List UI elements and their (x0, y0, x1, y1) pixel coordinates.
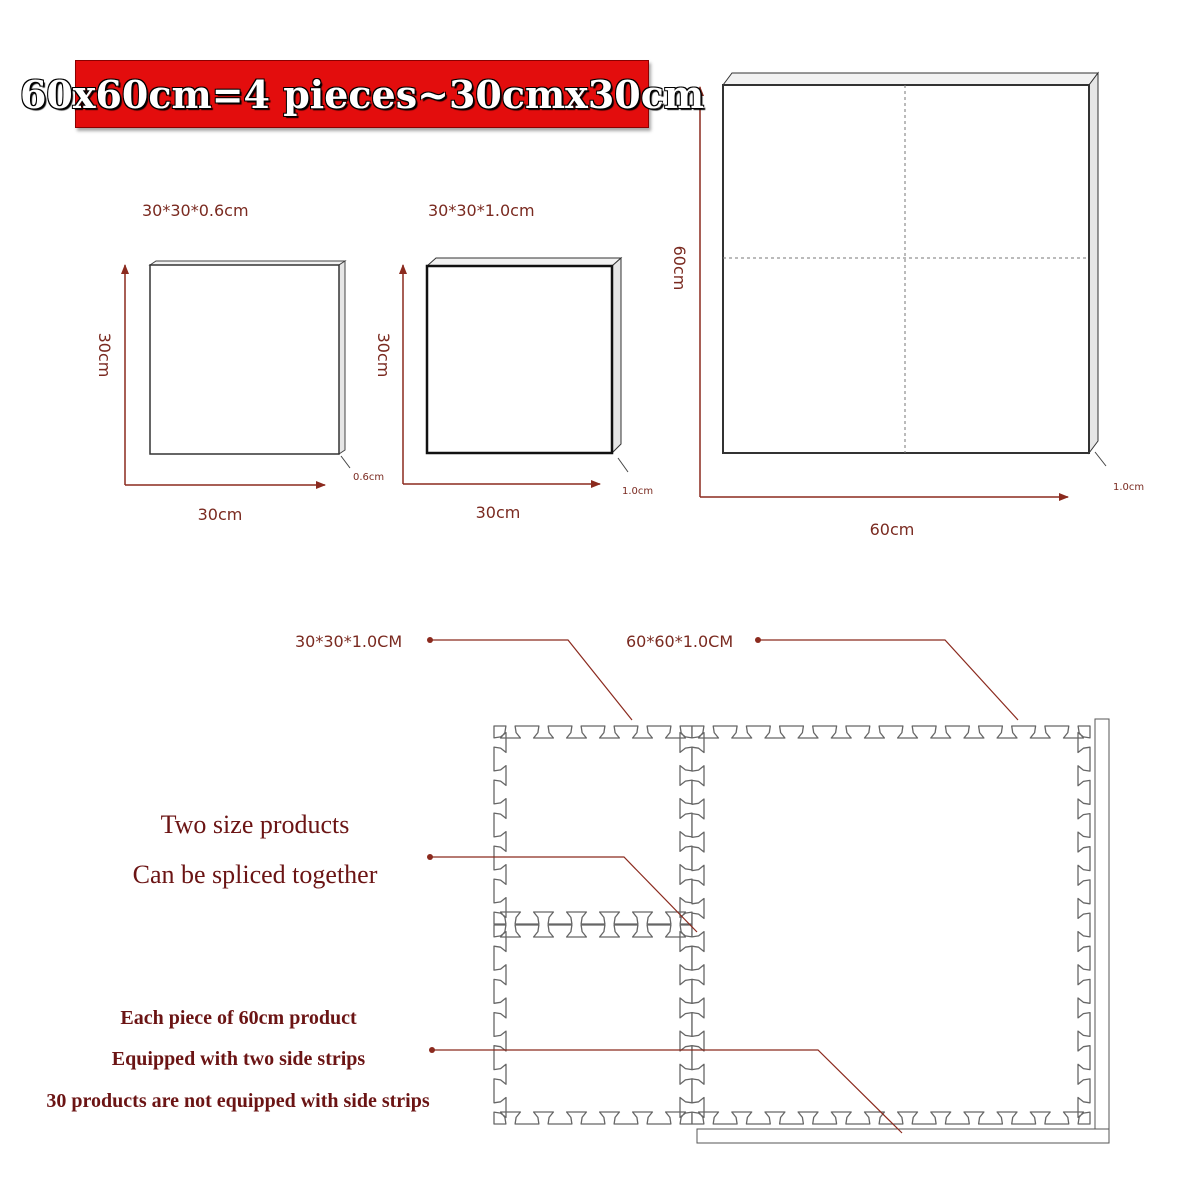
tile-thin-face (150, 265, 339, 454)
tile-thick-height-label: 30cm (374, 332, 393, 378)
strip-note-line3: 30 products are not equipped with side strips (46, 1090, 430, 1112)
tile-thick-thickness-label: 1.0cm (622, 486, 654, 497)
splice-note-line2: Can be spliced together (132, 860, 378, 889)
tile-large-face (723, 85, 1089, 453)
small-tile-bottom (494, 925, 692, 1124)
thickness-leader (1095, 452, 1106, 466)
tile-thick-diagram (374, 201, 653, 522)
tile-large-height-label: 60cm (670, 245, 689, 291)
tile-large-top-edge (723, 73, 1098, 85)
tile-large-side-edge (1089, 73, 1098, 453)
side-strip-right (1095, 719, 1109, 1143)
thickness-leader (618, 458, 628, 472)
callout-leader (758, 640, 1018, 720)
callout-small-spec (295, 632, 632, 720)
banner-text: 60x60cm=4 pieces~30cmx30cm (19, 71, 705, 117)
size-banner (19, 60, 705, 128)
tile-thick-width-label: 30cm (475, 503, 521, 522)
tile-thick-spec: 30*30*1.0cm (428, 201, 535, 220)
callout-large-spec-label: 60*60*1.0CM (626, 632, 734, 651)
callout-small-spec-label: 30*30*1.0CM (295, 632, 403, 651)
tile-large-thickness-label: 1.0cm (1113, 482, 1145, 493)
strip-note-line2: Equipped with two side strips (111, 1048, 366, 1070)
puzzle-assembly (494, 719, 1109, 1143)
thickness-leader (341, 456, 350, 468)
tile-thick-side-edge (612, 258, 621, 453)
side-strip-bottom (697, 1129, 1109, 1143)
strip-note-line1: Each piece of 60cm product (120, 1007, 357, 1029)
splice-note-line1: Two size products (160, 810, 350, 839)
tile-thick-face (427, 266, 612, 453)
tile-thin-diagram (95, 201, 384, 524)
small-tile-top (494, 726, 692, 924)
tile-large-width-label: 60cm (869, 520, 915, 539)
tile-thin-thickness-label: 0.6cm (353, 472, 385, 483)
tile-thin-spec: 30*30*0.6cm (142, 201, 249, 220)
tile-thin-width-label: 30cm (197, 505, 243, 524)
large-tile (692, 726, 1090, 1124)
callout-leader (430, 640, 632, 720)
tile-thin-height-label: 30cm (95, 332, 114, 378)
tile-thin-side-edge (339, 261, 345, 454)
callout-large-spec (626, 632, 1018, 720)
tile-large-diagram (670, 73, 1144, 539)
